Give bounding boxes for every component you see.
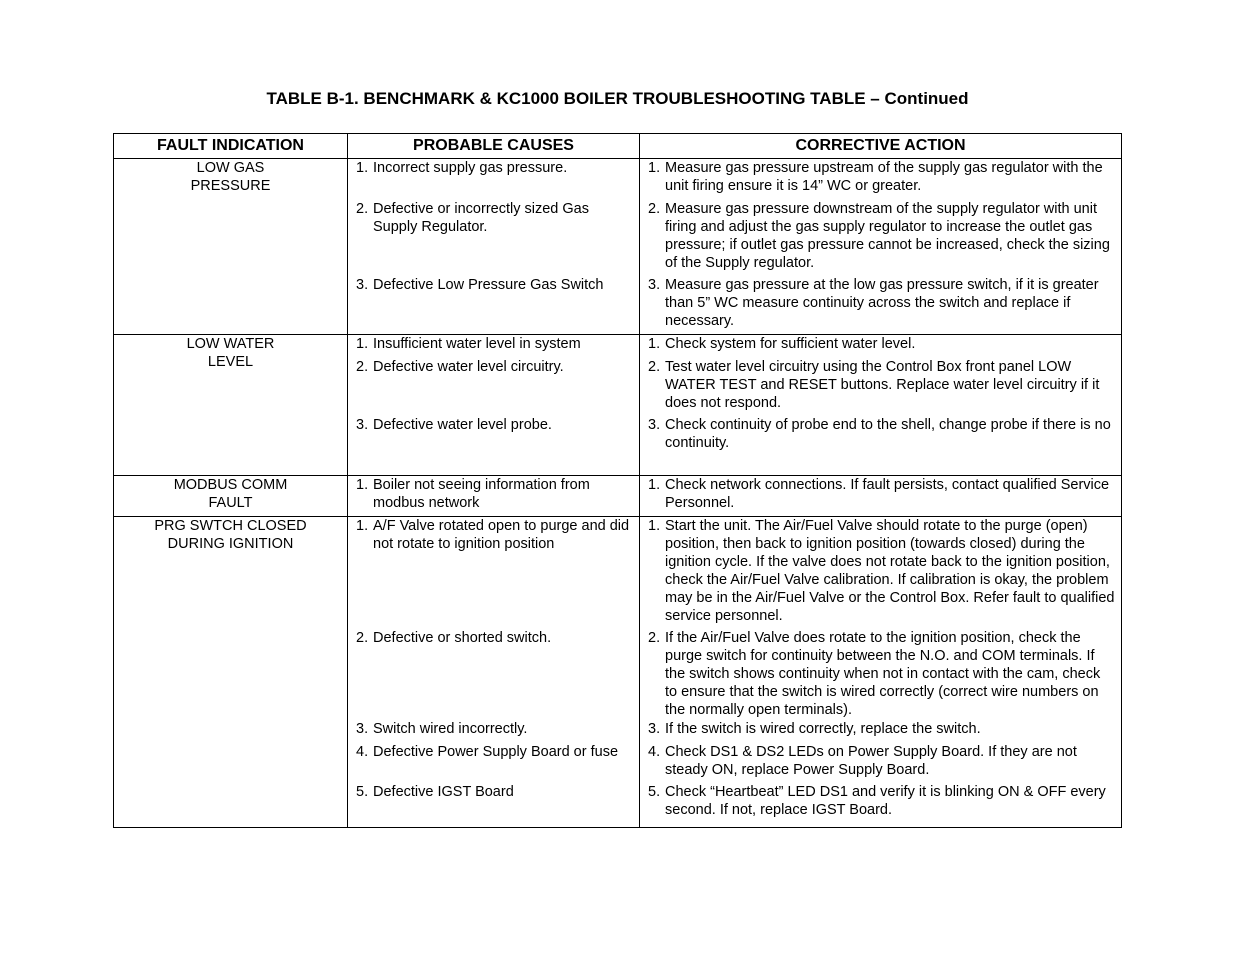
fault-indication-cell xyxy=(114,159,348,335)
probable-causes-cell xyxy=(348,476,640,517)
corrective-action-cell xyxy=(640,335,1122,476)
item-text: Defective water level circuitry. xyxy=(373,359,564,375)
table-row xyxy=(114,517,1122,828)
item-text: Defective water level probe. xyxy=(373,417,552,433)
cause-item xyxy=(356,629,639,647)
cause-item xyxy=(356,200,639,236)
fault-indication-text: FAULT xyxy=(208,495,253,511)
fault-indication-text: LEVEL xyxy=(207,354,254,370)
cause-item xyxy=(356,783,639,801)
item-text: Check “Heartbeat” LED DS1 and verify it is blinking ON & OFF every second. If not, replace IGST Board. xyxy=(665,784,1106,818)
corrective-action-cell xyxy=(640,517,1122,828)
item-number: 1. xyxy=(356,477,369,493)
item-number: 3. xyxy=(648,277,661,293)
item-text: Defective or shorted switch. xyxy=(373,630,552,646)
cause-item xyxy=(356,743,639,761)
item-number: 1. xyxy=(648,160,661,176)
item-text: Defective Low Pressure Gas Switch xyxy=(373,277,604,293)
item-text: Defective IGST Board xyxy=(373,784,514,800)
action-item xyxy=(648,416,1121,452)
item-number: 5. xyxy=(356,784,369,800)
action-item xyxy=(648,358,1121,412)
header-probable-causes: PROBABLE CAUSES xyxy=(348,134,640,159)
fault-indication-cell xyxy=(114,517,348,828)
page-title: TABLE B-1. BENCHMARK & KC1000 BOILER TROUBLESHOOTING TABLE – Continued xyxy=(266,89,969,108)
item-text: Incorrect supply gas pressure. xyxy=(373,160,568,176)
probable-causes-cell xyxy=(348,517,640,828)
item-text: Test water level circuitry using the Control Box front panel LOW WATER TEST and RESET buttons. Replace water level circuitry if it does not respond. xyxy=(665,359,1100,411)
item-number: 1. xyxy=(356,518,369,534)
item-text: Check continuity of probe end to the shell, change probe if there is no continuity. xyxy=(665,417,1111,451)
cause-item xyxy=(356,476,639,512)
item-number: 3. xyxy=(648,417,661,433)
action-item xyxy=(648,200,1121,272)
item-text: Insufficient water level in system xyxy=(373,336,581,352)
probable-causes-cell xyxy=(348,335,640,476)
fault-indication-text: PRESSURE xyxy=(190,178,271,194)
cause-item xyxy=(356,720,639,738)
item-text: If the Air/Fuel Valve does rotate to the ignition position, check the purge switch for continuity between the N.O. and COM terminals. If the switch shows continuity when not in contact with the cam, check to ensure that the switch is wired correctly (correct wire numbers on the normally open terminals). xyxy=(665,630,1101,718)
cause-item xyxy=(356,358,639,376)
item-number: 5. xyxy=(648,784,661,800)
item-number: 3. xyxy=(356,277,369,293)
cause-item xyxy=(356,416,639,434)
item-text: A/F Valve rotated open to purge and did not rotate to ignition position xyxy=(373,518,630,552)
item-text: Check DS1 & DS2 LEDs on Power Supply Board. If they are not steady ON, replace Power Supply Board. xyxy=(665,744,1077,778)
fault-indication-text: PRG SWTCH CLOSED xyxy=(154,518,307,534)
action-item xyxy=(648,517,1121,625)
probable-causes-cell xyxy=(348,159,640,335)
cause-item xyxy=(356,517,639,553)
item-text: Start the unit. The Air/Fuel Valve should rotate to the purge (open) position, then back to ignition position (towards closed) during the ignition cycle. If the valve does not rotate back to the ignition position, check the Air/Fuel Valve calibration. If calibration is okay, the problem may be in the Air/Fuel Valve or the Control Box. Refer fault to qualified service personnel. xyxy=(665,518,1115,624)
item-number: 2. xyxy=(648,359,661,375)
item-text: Measure gas pressure downstream of the supply regulator with unit firing and adjust the gas supply regulator to increase the outlet gas pressure; if outlet gas pressure cannot be increased, check the sizing of the Supply regulator. xyxy=(665,201,1110,271)
item-text: Measure gas pressure at the low gas pressure switch, if it is greater than 5” WC measure continuity across the switch and replace if necessary. xyxy=(665,277,1099,329)
fault-indication-cell xyxy=(114,476,348,517)
header-fault-indication: FAULT INDICATION xyxy=(114,134,348,159)
item-number: 3. xyxy=(356,721,369,737)
item-number: 2. xyxy=(356,359,369,375)
item-number: 4. xyxy=(648,744,661,760)
action-item xyxy=(648,720,1121,738)
action-item xyxy=(648,629,1121,719)
fault-indication-cell xyxy=(114,335,348,476)
table-row xyxy=(114,476,1122,517)
header-corrective-action: CORRECTIVE ACTION xyxy=(640,134,1122,159)
fault-indication-text: LOW GAS xyxy=(196,160,265,176)
corrective-action-cell xyxy=(640,476,1122,517)
item-text: Check network connections. If fault persists, contact qualified Service Personnel. xyxy=(665,477,1110,511)
item-number: 1. xyxy=(648,336,661,352)
action-item xyxy=(648,783,1121,819)
item-text: Check system for sufficient water level. xyxy=(665,336,916,352)
item-text: Boiler not seeing information from modbus network xyxy=(373,477,590,511)
item-text: Switch wired incorrectly. xyxy=(373,721,528,737)
item-number: 2. xyxy=(648,201,661,217)
corrective-action-cell xyxy=(640,159,1122,335)
item-number: 3. xyxy=(356,417,369,433)
cause-item xyxy=(356,276,639,294)
action-item xyxy=(648,743,1121,779)
item-number: 2. xyxy=(356,630,369,646)
item-text: Measure gas pressure upstream of the supply gas regulator with the unit firing ensure it is 14” WC or greater. xyxy=(665,160,1103,194)
action-item xyxy=(648,476,1121,512)
item-number: 2. xyxy=(648,630,661,646)
fault-indication-text: LOW WATER xyxy=(186,336,275,352)
table-row xyxy=(114,159,1122,335)
fault-indication-text: MODBUS COMM xyxy=(173,477,288,493)
table-header-row xyxy=(114,134,1122,159)
item-text: If the switch is wired correctly, replace the switch. xyxy=(665,721,981,737)
item-number: 3. xyxy=(648,721,661,737)
item-text: Defective Power Supply Board or fuse xyxy=(373,744,619,760)
action-item xyxy=(648,159,1121,195)
cause-item xyxy=(356,159,639,177)
table-row xyxy=(114,335,1122,476)
item-number: 1. xyxy=(356,336,369,352)
troubleshooting-table xyxy=(113,133,1122,828)
action-item xyxy=(648,335,1121,353)
action-item xyxy=(648,276,1121,330)
item-text: Defective or incorrectly sized Gas Supply Regulator. xyxy=(373,201,589,235)
item-number: 1. xyxy=(648,477,661,493)
fault-indication-text: DURING IGNITION xyxy=(167,536,294,552)
item-number: 4. xyxy=(356,744,369,760)
item-number: 1. xyxy=(356,160,369,176)
item-number: 1. xyxy=(648,518,661,534)
cause-item xyxy=(356,335,639,353)
item-number: 2. xyxy=(356,201,369,217)
